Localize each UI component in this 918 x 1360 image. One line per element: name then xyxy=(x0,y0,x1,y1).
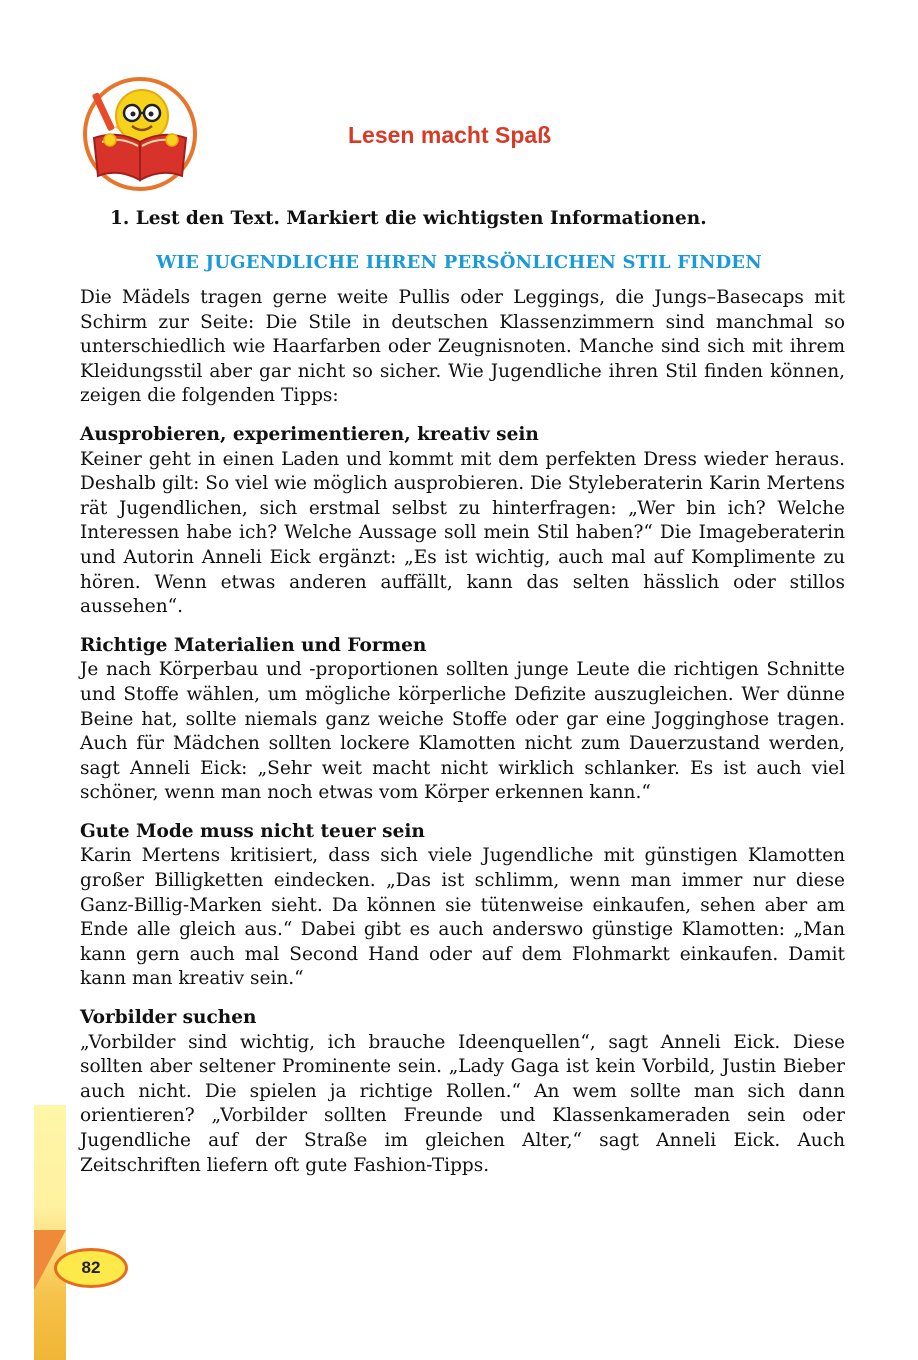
section-text: „Vorbilder sind wichtig, ich brauche Ideenquellen“, sagt Anneli Eick. Diese sollten aber seltener Prominente sein. „Lady Gaga ist kein Vorbild, Justin Bieber auch nicht. Die spielen ja richtige Rollen.“ An wem sollte man sich dann orientieren? „Vorbilder sollten Freunde und Klassenkameraden sein oder Jugendliche auf der Straße im gleichen Alter,“ sagt Anneli Eick. Auch Zeitschriften liefern oft gute Fashion-Tipps. xyxy=(80,1031,845,1176)
article-section xyxy=(80,423,845,620)
reading-smiley-icon xyxy=(80,76,200,192)
section-title: Lesen macht Spaß xyxy=(348,122,552,148)
page-number-badge xyxy=(54,1248,128,1288)
section-text: Karin Mertens kritisiert, dass sich viele Jugendliche mit günstigen Klamotten großer Billigketten eindecken. „Das ist schlimm, wenn man immer nur diese Ganz-Billig-Marken sieht. Da können sie tütenweise einkaufen, sehen aber am Ende alle gleich aus.“ Dabei gibt es auch anderswo günstige Klamotten: „Man kann gern auch mal Second Hand oder auf dem Flohmarkt einkaufen. Damit kann man kreativ sein.“ xyxy=(80,845,845,990)
task-instruction: 1. Lest den Text. Markiert die wichtigsten Informationen. xyxy=(110,208,707,229)
article-headline: WIE JUGENDLICHE IHREN PERSÖNLICHEN STIL FINDEN xyxy=(156,252,762,273)
article-section xyxy=(80,820,845,992)
page-number: 82 xyxy=(81,1258,101,1277)
section-heading: Vorbilder suchen xyxy=(80,1007,257,1029)
section-heading: Gute Mode muss nicht teuer sein xyxy=(80,820,425,842)
section-text: Keiner geht in einen Laden und kommt mit dem perfekten Dress wieder heraus. Deshalb gilt: So viel wie möglich ausprobieren. Die Styleberaterin Karin Mertens rät Jugendlichen, sich erstmal selbst zu hinterfragen: „Wer bin ich? Welche Interessen habe ich? Welche Aussage soll mein Stil haben?“ Die Imageberaterin und Autorin Anneli Eick ergänzt: „Es ist wichtig, auch mal auf Komplimente zu hören. Wenn etwas anderen auffällt, kann das selten hässlich oder stillos aussehen“. xyxy=(80,448,845,618)
section-heading: Ausprobieren, experimentieren, kreativ sein xyxy=(80,423,539,445)
article-body xyxy=(80,286,845,1178)
section-text: Je nach Körperbau und -proportionen sollten junge Leute die richtigen Schnitte und Stoffe wählen, um mögliche körperliche Defizite auszugleichen. Wer dünne Beine hat, sollte niemals ganz weiche Stoffe oder gar eine Jogginghose tragen. Auch für Mädchen sollten lockere Klamotten nicht zum Dauerzustand werden, sagt Anneli Eick: „Sehr weit macht nicht wirklich schlanker. Es ist auch viel schöner, wenn man noch etwas vom Körper erkennen kann.“ xyxy=(80,659,845,804)
section-heading: Richtige Materialien und Formen xyxy=(80,634,427,656)
intro-paragraph: Die Mädels tragen gerne weite Pullis oder Leggings, die Jungs–Basecaps mit Schirm zur Seite: Die Stile in deutschen Klassenzimmern sind manchmal so unterschiedlich wie Haarfarben oder Zeugnisnoten. Manche sind sich mit ihrem Kleidungsstil aber gar nicht so sicher. Wie Jugendliche ihren Stil finden können, zeigen die folgenden Tipps: xyxy=(80,287,845,407)
article-section xyxy=(80,1006,845,1178)
article-section xyxy=(80,634,845,806)
